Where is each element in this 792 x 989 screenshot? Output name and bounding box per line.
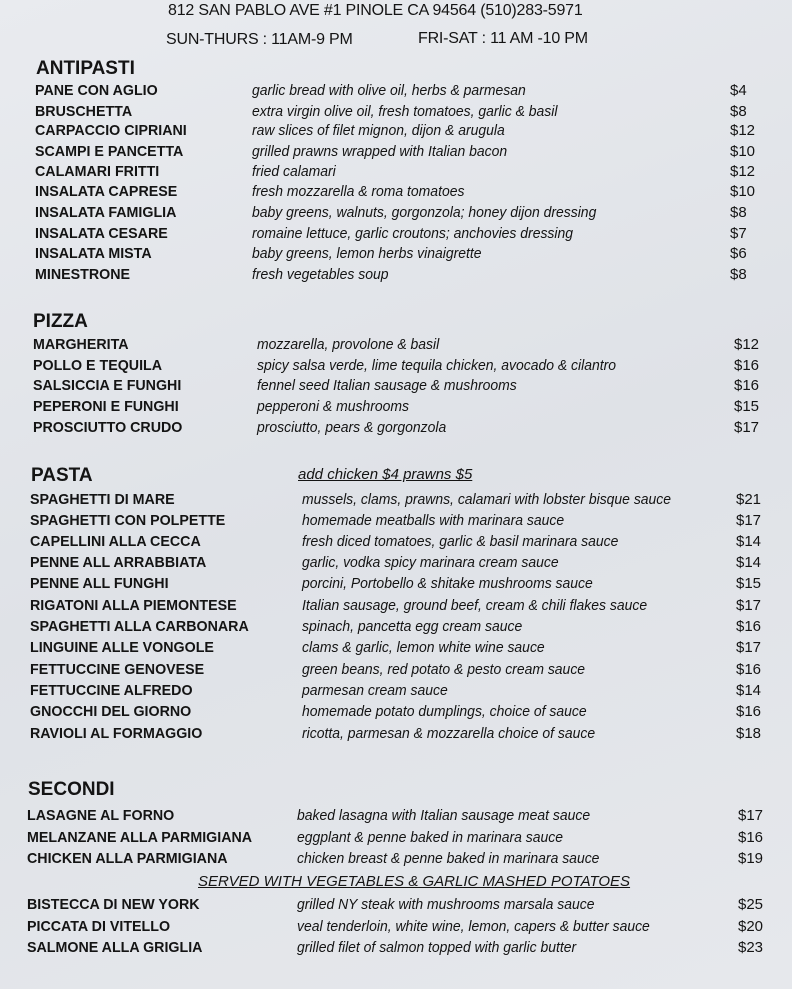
section-title: SECONDI [28, 779, 115, 800]
menu-item-name: CAPELLINI ALLA CECCA [30, 533, 201, 550]
menu-item-description: baked lasagna with Italian sausage meat sauce [297, 807, 591, 824]
menu-item-name: LASAGNE AL FORNO [27, 807, 175, 824]
menu-item-name: PICCATA DI VITELLO [27, 918, 171, 935]
menu-item-price: $17 [736, 639, 762, 656]
menu-item-description: pepperoni & mushrooms [257, 398, 409, 415]
menu-item-price: $12 [730, 163, 756, 180]
menu-item-price: $21 [736, 491, 762, 508]
menu-item-name: PENNE ALL ARRABBIATA [30, 554, 207, 571]
menu-item-name: RIGATONI ALLA PIEMONTESE [30, 597, 237, 614]
menu-item-name: SALSICCIA E FUNGHI [33, 377, 182, 394]
menu-item-description: garlic, vodka spicy marinara cream sauce [302, 554, 559, 571]
menu-item-description: prosciutto, pears & gorgonzola [257, 419, 447, 436]
menu-item-description: chicken breast & penne baked in marinara sauce [297, 850, 600, 867]
menu-item-price: $17 [736, 512, 762, 529]
menu-item-description: romaine lettuce, garlic croutons; anchovies dressing [252, 225, 574, 242]
menu-item-price: $8 [730, 204, 747, 221]
menu-item-description: homemade meatballs with marinara sauce [302, 512, 565, 529]
section-title: PIZZA [33, 311, 88, 332]
menu-item-price: $10 [730, 143, 756, 160]
menu-item-price: $15 [736, 575, 762, 592]
menu-item-name: FETTUCCINE GENOVESE [30, 661, 205, 678]
menu-item-name: INSALATA CESARE [35, 225, 168, 242]
menu-item-price: $19 [738, 850, 764, 867]
menu-item-price: $17 [736, 597, 762, 614]
menu-item-name: SPAGHETTI ALLA CARBONARA [30, 618, 249, 635]
menu-item-price: $12 [730, 122, 756, 139]
menu-item-price: $23 [738, 939, 764, 956]
menu-item-description: homemade potato dumplings, choice of sauce [302, 703, 587, 720]
menu-item-description: extra virgin olive oil, fresh tomatoes, garlic & basil [252, 103, 558, 120]
section-title: ANTIPASTI [36, 58, 135, 79]
menu-item-name: PEPERONI E FUNGHI [33, 398, 179, 415]
menu-item-description: spinach, pancetta egg cream sauce [302, 618, 523, 635]
menu-item-price: $6 [730, 245, 747, 262]
menu-item-name: MELANZANE ALLA PARMIGIANA [27, 829, 253, 846]
menu-item-name: SALMONE ALLA GRIGLIA [27, 939, 203, 956]
menu-item-name: SPAGHETTI DI MARE [30, 491, 175, 508]
menu-item-description: grilled prawns wrapped with Italian bacon [252, 143, 508, 160]
menu-item-description: green beans, red potato & pesto cream sauce [302, 661, 586, 678]
menu-item-description: eggplant & penne baked in marinara sauce [297, 829, 564, 846]
menu-item-name: INSALATA MISTA [35, 245, 152, 262]
menu-item-name: RAVIOLI AL FORMAGGIO [30, 725, 203, 742]
menu-item-price: $16 [734, 377, 760, 394]
menu-item-description: clams & garlic, lemon white wine sauce [302, 639, 545, 656]
menu-item-description: ricotta, parmesan & mozzarella choice of sauce [302, 725, 596, 742]
menu-item-description: veal tenderloin, white wine, lemon, capers & butter sauce [297, 918, 650, 935]
menu-item-description: grilled NY steak with mushrooms marsala sauce [297, 896, 595, 913]
hours-weekday: SUN-THURS : 11AM-9 PM [166, 31, 353, 48]
menu-item-price: $16 [738, 829, 764, 846]
menu-item-price: $8 [730, 266, 747, 283]
menu-item-name: MARGHERITA [33, 336, 129, 353]
menu-item-description: porcini, Portobello & shitake mushrooms sauce [302, 575, 593, 592]
menu-item-name: PROSCIUTTO CRUDO [33, 419, 183, 436]
menu-item-price: $25 [738, 896, 764, 913]
menu-item-name: CALAMARI FRITTI [35, 163, 160, 180]
menu-item-price: $16 [736, 703, 762, 720]
menu-item-price: $15 [734, 398, 760, 415]
menu-item-name: INSALATA CAPRESE [35, 183, 178, 200]
menu-item-price: $18 [736, 725, 762, 742]
menu-item-description: raw slices of filet mignon, dijon & arugula [252, 122, 505, 139]
menu-item-price: $4 [730, 82, 747, 99]
menu-item-price: $12 [734, 336, 760, 353]
menu-item-description: mozzarella, provolone & basil [257, 336, 440, 353]
menu-item-price: $14 [736, 533, 762, 550]
menu-item-description: garlic bread with olive oil, herbs & parmesan [252, 82, 526, 99]
menu-item-price: $16 [734, 357, 760, 374]
menu-item-name: POLLO E TEQUILA [33, 357, 163, 374]
menu-item-description: Italian sausage, ground beef, cream & chili flakes sauce [302, 597, 648, 614]
menu-item-name: MINESTRONE [35, 266, 131, 283]
menu-item-name: LINGUINE ALLE VONGOLE [30, 639, 214, 656]
menu-item-description: fresh diced tomatoes, garlic & basil marinara sauce [302, 533, 619, 550]
menu-item-description: baby greens, lemon herbs vinaigrette [252, 245, 482, 262]
hours-weekend: FRI-SAT : 11 AM -10 PM [418, 30, 588, 47]
menu-item-price: $14 [736, 682, 762, 699]
menu-item-description: mussels, clams, prawns, calamari with lobster bisque sauce [302, 491, 672, 508]
restaurant-address: 812 SAN PABLO AVE #1 PINOLE CA 94564 (510)283-5971 [168, 2, 583, 19]
menu-item-name: BISTECCA DI NEW YORK [27, 896, 200, 913]
menu-item-description: fennel seed Italian sausage & mushrooms [257, 377, 517, 394]
menu-item-description: spicy salsa verde, lime tequila chicken, avocado & cilantro [257, 357, 617, 374]
menu-item-name: BRUSCHETTA [35, 103, 133, 120]
menu-item-name: PENNE ALL FUNGHI [30, 575, 169, 592]
menu-item-description: fresh vegetables soup [252, 266, 389, 283]
menu-item-price: $16 [736, 618, 762, 635]
menu-item-price: $14 [736, 554, 762, 571]
menu-item-description: baby greens, walnuts, gorgonzola; honey dijon dressing [252, 204, 597, 221]
menu-item-price: $7 [730, 225, 747, 242]
menu-item-price: $17 [734, 419, 760, 436]
menu-item-price: $10 [730, 183, 756, 200]
menu-item-price: $16 [736, 661, 762, 678]
menu-item-description: fried calamari [252, 163, 336, 180]
menu-item-name: SPAGHETTI CON POLPETTE [30, 512, 226, 529]
section-note: add chicken $4 prawns $5 [298, 466, 473, 483]
menu-item-description: grilled filet of salmon topped with garlic butter [297, 939, 577, 956]
menu-item-name: INSALATA FAMIGLIA [35, 204, 177, 221]
menu-item-price: $8 [730, 103, 747, 120]
menu-item-price: $20 [738, 918, 764, 935]
section-title: PASTA [31, 465, 93, 486]
menu-item-description: fresh mozzarella & roma tomatoes [252, 183, 465, 200]
menu-item-name: PANE CON AGLIO [35, 82, 158, 99]
menu-item-price: $17 [738, 807, 764, 824]
menu-item-name: GNOCCHI DEL GIORNO [30, 703, 192, 720]
menu-item-name: CHICKEN ALLA PARMIGIANA [27, 850, 228, 867]
menu-item-description: parmesan cream sauce [302, 682, 448, 699]
served-with-note: SERVED WITH VEGETABLES & GARLIC MASHED POTATOES [198, 873, 631, 890]
menu-item-name: CARPACCIO CIPRIANI [35, 122, 187, 139]
menu-item-name: FETTUCCINE ALFREDO [30, 682, 193, 699]
menu-item-name: SCAMPI E PANCETTA [35, 143, 184, 160]
